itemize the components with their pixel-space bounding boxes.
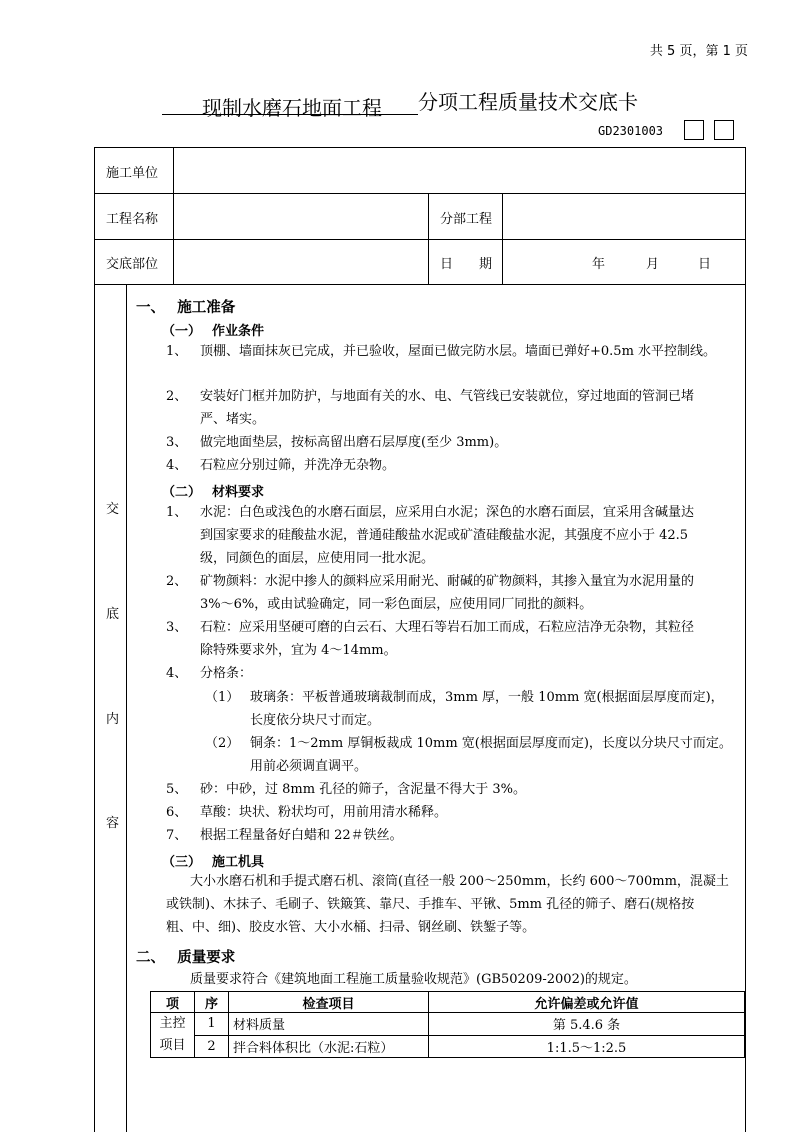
row-item: 材料质量 (229, 1013, 429, 1036)
item-text: 水泥：白色或浅色的水磨石面层，应采用白水泥；深色的水磨石面层，宜采用含碱量达 (200, 505, 695, 520)
subitem-text: 玻璃条：平板普通玻璃裁制而成，3mm 厚，一般 10mm 宽(根据面层厚度而定)， (250, 690, 724, 705)
form-divider-3 (94, 284, 746, 285)
project-label: 工程名称 (106, 212, 159, 227)
quality-intro: 质量要求符合《建筑地面工程施工质量验收规范》(GB50209-2002)的规定。 (190, 972, 637, 987)
item-text: 根据工程量备好白蜡和 22＃铁丝。 (200, 828, 403, 843)
item-text: 砂：中砂，过 8mm 孔径的筛子，含泥量不得大于 3%。 (200, 782, 526, 797)
form-divider-1 (94, 193, 746, 194)
date-day: 日 (698, 257, 712, 272)
item-num: 5、 (166, 782, 188, 797)
subitem-text: 长度依分块尺寸而定。 (250, 713, 381, 728)
subitem-text: 铜条：1～2mm 厚铜板裁成 10mm 宽(根据面层厚度而定)，长度以分块尺寸而定。 (250, 736, 732, 751)
item-num: 1、 (166, 505, 188, 520)
group-label: 项目 (159, 1038, 186, 1053)
table-row (151, 1035, 745, 1058)
row-item: 拌合料体积比（水泥:石粒） (229, 1035, 429, 1058)
subitem-text: 用前必须调直调平。 (250, 759, 368, 774)
row-value: 第 5.4.6 条 (429, 1013, 745, 1036)
col-header: 项 (151, 992, 195, 1013)
table-header-row (151, 992, 745, 1013)
side-label-1: 交 (106, 502, 120, 517)
section-1-heading: 一、 施工准备 (136, 300, 236, 316)
document-title (162, 86, 638, 120)
group-label: 主控 (159, 1016, 186, 1031)
sub-project-label: 分部工程 (440, 212, 493, 227)
tools-text: 大小水磨石机和手提式磨石机、滚筒(直径一般 200～250mm，长约 600～700mm，混凝土 (190, 874, 729, 889)
section-1c-heading: （三） 施工机具 (162, 855, 265, 870)
col-header: 允许偏差或允许值 (429, 992, 745, 1013)
item-num: 2、 (166, 574, 188, 589)
unit-label: 施工单位 (106, 166, 159, 181)
item-text: 石粒：应采用坚硬可磨的白云石、大理石等岩石加工而成，石粒应洁净无杂物，其粒径 (200, 620, 695, 635)
item-text: 安装好门框并加防护，与地面有关的水、电、气管线已安装就位，穿过地面的管洞已堵 (200, 389, 695, 404)
checkbox-2[interactable] (714, 120, 734, 140)
item-num: 1、 (166, 344, 188, 359)
location-label: 交底部位 (106, 257, 159, 272)
table-row (151, 1013, 745, 1036)
item-text: 矿物颜料：水泥中掺人的颜料应采用耐光、耐碱的矿物颜料，其掺入量宜为水泥用量的 (200, 574, 695, 589)
row-index: 1 (195, 1013, 229, 1036)
side-label-3: 内 (106, 712, 120, 727)
item-text: 分格条： (200, 666, 253, 681)
col-header: 序 (195, 992, 229, 1013)
side-label-4: 容 (106, 816, 120, 831)
item-num: 4、 (166, 458, 188, 473)
item-text: 级，同颜色的面层，应使用同一批水泥。 (200, 551, 435, 566)
form-border-top (94, 147, 746, 148)
item-text: 除特殊要求外，宜为 4～14mm。 (200, 643, 397, 658)
side-label-2: 底 (106, 607, 120, 622)
item-num: 3、 (166, 620, 188, 635)
item-text: 3%～6%，或由试验确定，同一彩色面层，应使用同厂同批的颜料。 (200, 597, 593, 612)
form-border-right (745, 147, 746, 1132)
subitem-num: （1） (205, 690, 240, 705)
tools-text: 粗、中、细)、胶皮水管、大小水桶、扫帚、钢丝刷、铁錾子等。 (166, 920, 536, 935)
item-text: 草酸：块状、粉状均可，用前用清水稀释。 (200, 805, 448, 820)
form-mid-divider-b (502, 193, 503, 284)
col-header: 检查项目 (229, 992, 429, 1013)
form-border-left (94, 147, 95, 1132)
form-label-divider (173, 147, 174, 284)
form-divider-2 (94, 239, 746, 240)
subitem-num: （2） (205, 736, 240, 751)
title-suffix: 分项工程质量技术交底卡 (418, 90, 638, 114)
checkbox-1[interactable] (684, 120, 704, 140)
item-num: 6、 (166, 805, 188, 820)
item-num: 3、 (166, 435, 188, 450)
item-text: 严、堵实。 (200, 412, 266, 427)
tools-text: 或铁制)、木抹子、毛刷子、铁簸箕、靠尺、手推车、平锹、5mm 孔径的筛子、磨石(规格按 (166, 897, 695, 912)
title-blank-right (382, 92, 418, 115)
item-num: 2、 (166, 389, 188, 404)
section-1a-heading: （一） 作业条件 (162, 324, 265, 339)
row-index: 2 (195, 1035, 229, 1058)
section-2-heading: 二、 质量要求 (136, 950, 236, 966)
item-text: 到国家要求的硅酸盐水泥，普通硅酸盐水泥或矿渣硅酸盐水泥，其强度不应小于 42.5 (200, 528, 689, 543)
item-num: 7、 (166, 828, 188, 843)
group-cell (151, 1013, 195, 1058)
page-info: 共 5 页，第 1 页 (649, 44, 748, 59)
date-year: 年 (592, 257, 606, 272)
item-text: 石粒应分别过筛，并洗净无杂物。 (200, 458, 396, 473)
form-mid-divider-a (428, 193, 429, 284)
item-text: 做完地面垫层，按标高留出磨石层厚度(至少 3mm)。 (200, 435, 508, 450)
project-name: 现制水磨石地面工程 (202, 92, 382, 115)
document-code: GD2301003 (598, 124, 664, 138)
content-side-divider (126, 284, 127, 1132)
row-value: 1:1.5～1:2.5 (429, 1035, 745, 1058)
date-label: 日 期 (440, 257, 493, 272)
date-month: 月 (646, 257, 660, 272)
title-blank-left (162, 92, 202, 115)
item-num: 4、 (166, 666, 188, 681)
item-text: 顶棚、墙面抹灰已完成，并已验收，屋面已做完防水层。墙面已弹好+0.5m 水平控制线。 (200, 344, 717, 359)
quality-table (150, 991, 745, 1058)
section-1b-heading: （二） 材料要求 (162, 485, 265, 500)
